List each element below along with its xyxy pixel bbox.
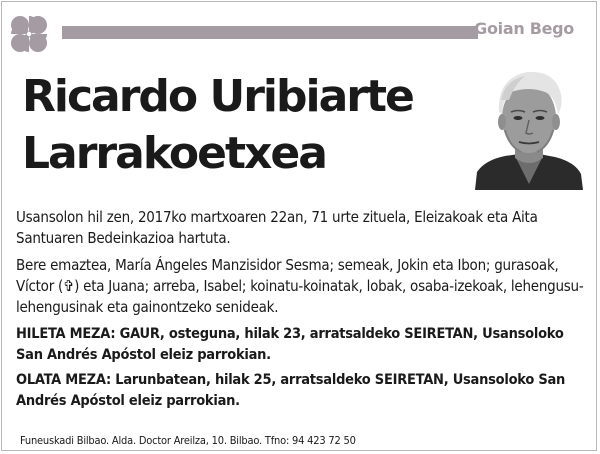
offering-mass-paragraph: OLATA MEZA: Larunbatean, hilak 25, arratsaldeko SEIRETAN, Usansoloko San Andrés Apóstol eleiz parrokian. <box>16 372 566 409</box>
deceased-name-line-1: Ricardo Uribiarte <box>22 71 413 122</box>
funeral-mass-paragraph: HILETA MEZA: GAUR, osteguna, hilak 23, arratsaldeko SEIRETAN, Usansoloko San Andrés Apóstol eleiz parrokian. <box>16 326 564 363</box>
obituary-body <box>16 207 586 416</box>
portrait-photo <box>475 60 583 190</box>
family-paragraph: Bere emaztea, María Ángeles Manzisidor Sesma; semeak, Jokin eta Ibon; gurasoak, Víctor (✞) eta Juana; arreba, Isabel; koinatu-koinatak, lobak, osaba-izekoak, lehengusu-lehengusinak eta gainontzeko senideak. <box>16 256 584 316</box>
section-name: Goian Bego <box>474 19 574 38</box>
funeral-home-info: Funeuskadi Bilbao. Alda. Doctor Areilza, 10. Bilbao. Tfno: 94 423 72 50 <box>20 434 356 447</box>
header-bar <box>62 26 478 39</box>
deceased-name-line-2: Larrakoetxea <box>22 128 326 179</box>
lauburu-icon <box>6 12 52 56</box>
death-notice-paragraph: Usansolon hil zen, 2017ko martxoaren 22an, 71 urte zituela, Eleizakoak eta Aita Santuaren Bedeinkazioa hartuta. <box>16 208 538 247</box>
obituary-card <box>1 1 597 451</box>
deceased-name <box>22 68 413 182</box>
